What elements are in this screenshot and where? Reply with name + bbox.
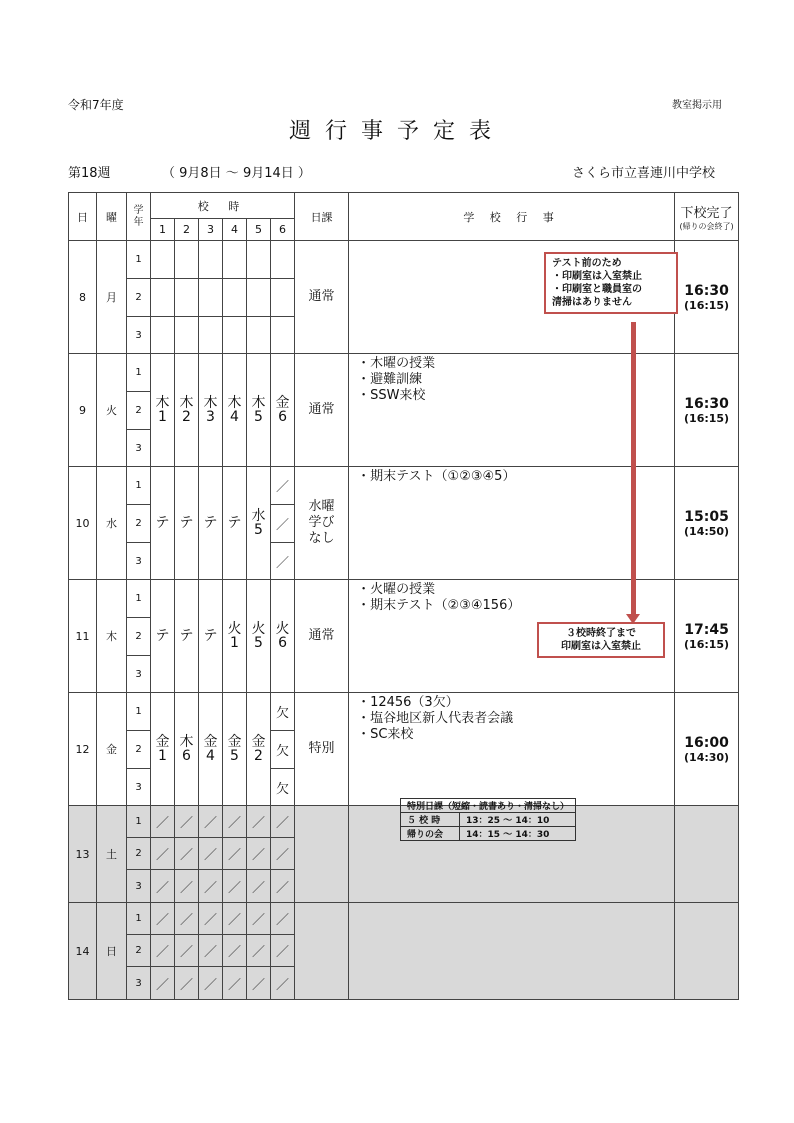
period-cell: 欠 <box>271 693 295 731</box>
period-number-3: 3 <box>199 219 223 241</box>
period-cell: テ <box>175 580 199 693</box>
day-number: 9 <box>69 354 97 467</box>
period-cell: 金 4 <box>199 693 223 806</box>
nikka-cell: 特別 <box>295 693 349 806</box>
period-empty <box>199 241 223 279</box>
day-weekday: 水 <box>97 467 127 580</box>
grade-number: 2 <box>127 935 151 967</box>
col-dismissal <box>675 193 739 241</box>
grade-number: 1 <box>127 806 151 838</box>
event-item: ・ 木曜の授業 <box>357 356 674 372</box>
period-cell: 木 2 <box>175 354 199 467</box>
grade-number: 1 <box>127 903 151 935</box>
special-row-time: 13：25 ～ 14：10 <box>460 813 576 827</box>
period-cell: 金 6 <box>271 354 295 467</box>
period-empty <box>223 241 247 279</box>
period-slash: ／ <box>271 967 295 1000</box>
period-cell: テ <box>151 467 175 580</box>
col-grade: 学年 <box>127 193 151 241</box>
event-item: ・ SSW来校 <box>357 388 674 404</box>
dismissal-header: 下校完了 <box>680 205 733 221</box>
period-cell: 欠 <box>271 769 295 806</box>
nikka-cell: 水曜 学び なし <box>295 467 349 580</box>
period-number-1: 1 <box>151 219 175 241</box>
period-slash: ／ <box>151 870 175 903</box>
period-cell: 木 3 <box>199 354 223 467</box>
event-item: ・ SC来校 <box>357 727 674 743</box>
period-slash: ／ <box>151 806 175 838</box>
period-slash: ／ <box>175 870 199 903</box>
period-slash: ／ <box>175 903 199 935</box>
period-slash: ／ <box>223 838 247 870</box>
col-periods: 校 時 <box>151 193 295 219</box>
period-slash: ／ <box>151 903 175 935</box>
period-cell: 金 1 <box>151 693 175 806</box>
table-row <box>69 467 739 505</box>
school-name: さくら市立喜連川中学校 <box>572 166 716 181</box>
dismissal-cell <box>675 241 739 354</box>
dismissal-cell <box>675 693 739 806</box>
period-slash: ／ <box>199 870 223 903</box>
day-number: 14 <box>69 903 97 1000</box>
period-number-5: 5 <box>247 219 271 241</box>
grade-number: 3 <box>127 317 151 354</box>
day-weekday: 火 <box>97 354 127 467</box>
period-cell: 木 1 <box>151 354 175 467</box>
nikka-cell: 通常 <box>295 354 349 467</box>
note-line: テスト前のため <box>552 258 622 269</box>
period-empty <box>247 279 271 317</box>
grade-number: 2 <box>127 505 151 543</box>
event-item: ・ 塩谷地区新人代表者会議 <box>357 711 674 727</box>
grade-number: 2 <box>127 392 151 430</box>
period-slash: ／ <box>271 806 295 838</box>
grade-number: 2 <box>127 731 151 769</box>
dismissal-time: 16:30 <box>684 282 729 299</box>
event-item: ・ 期末テスト（②③④156） <box>357 598 674 614</box>
col-nikka: 日課 <box>295 193 349 241</box>
note-line: ・印刷室は入室禁止 <box>552 271 642 282</box>
grade-number: 3 <box>127 967 151 1000</box>
dismissal-note: (帰りの会終了) <box>679 221 734 231</box>
note-arrow <box>631 322 636 618</box>
period-empty <box>271 317 295 354</box>
period-empty <box>247 241 271 279</box>
period-cell: テ <box>199 467 223 580</box>
period-empty <box>271 279 295 317</box>
dismissal-cell <box>675 467 739 580</box>
period-slash: ／ <box>247 806 271 838</box>
period-slash: ／ <box>151 935 175 967</box>
event-item: ・ 火曜の授業 <box>357 582 674 598</box>
period-slash: ／ <box>175 935 199 967</box>
event-item: ・ 期末テスト（①②③④5） <box>357 469 674 485</box>
period-number-2: 2 <box>175 219 199 241</box>
dismissal-time: 16:00 <box>684 734 729 751</box>
grade-number: 2 <box>127 838 151 870</box>
period-slash: ／ <box>247 870 271 903</box>
grade-number: 1 <box>127 241 151 279</box>
note-line: ３校時終了まで <box>566 628 636 639</box>
period-cell: 金 2 <box>247 693 271 806</box>
note-line: ・印刷室と職員室の <box>552 284 642 295</box>
period-slash: ／ <box>271 838 295 870</box>
period-cell: 火 5 <box>247 580 271 693</box>
period-cell: 木 6 <box>175 693 199 806</box>
period-slash: ／ <box>199 967 223 1000</box>
grade-number: 2 <box>127 279 151 317</box>
day-number: 11 <box>69 580 97 693</box>
grade-number: 1 <box>127 580 151 618</box>
period-empty <box>223 317 247 354</box>
nikka-cell <box>295 903 349 1000</box>
week-label: 第18週 <box>68 166 111 181</box>
day-weekday: 木 <box>97 580 127 693</box>
period-cell: 水 5 <box>247 467 271 580</box>
period-slash: ／ <box>223 903 247 935</box>
dismissal-time: 15:05 <box>684 508 729 525</box>
period-cell: テ <box>199 580 223 693</box>
table-row <box>69 693 739 731</box>
dismissal-sub: (14:50) <box>684 524 730 538</box>
nikka-cell: 通常 <box>295 241 349 354</box>
period-slash: ／ <box>247 967 271 1000</box>
period-slash: ／ <box>271 903 295 935</box>
period-slash: ／ <box>199 806 223 838</box>
usage-label: 教室掲示用 <box>672 100 722 111</box>
day-number: 10 <box>69 467 97 580</box>
dismissal-sub: (16:15) <box>684 637 730 651</box>
period-empty <box>247 317 271 354</box>
period-cell: 木 5 <box>247 354 271 467</box>
dismissal-time: 17:45 <box>684 621 729 638</box>
period-cell: テ <box>175 467 199 580</box>
day-weekday: 月 <box>97 241 127 354</box>
period-empty <box>175 279 199 317</box>
period-number-6: 6 <box>271 219 295 241</box>
special-schedule-title: 特別日課（短縮・読書あり・清掃なし） <box>401 799 576 813</box>
period-number-4: 4 <box>223 219 247 241</box>
grade-number: 1 <box>127 354 151 392</box>
dismissal-sub: (14:30) <box>684 750 730 764</box>
grade-number: 3 <box>127 870 151 903</box>
table-row <box>69 354 739 392</box>
period-slash: ／ <box>151 838 175 870</box>
dismissal-sub: (16:15) <box>684 298 730 312</box>
grade-number: 1 <box>127 693 151 731</box>
period-empty <box>199 279 223 317</box>
period-slash: ／ <box>247 935 271 967</box>
period-slash: ／ <box>175 967 199 1000</box>
grade-number: 2 <box>127 618 151 656</box>
period-empty <box>175 241 199 279</box>
col-weekday: 曜 <box>97 193 127 241</box>
period-slash: ／ <box>223 935 247 967</box>
dismissal-cell <box>675 806 739 903</box>
period-cell: ／ <box>271 467 295 505</box>
nikka-cell <box>295 806 349 903</box>
period-slash: ／ <box>271 870 295 903</box>
day-weekday: 日 <box>97 903 127 1000</box>
day-weekday: 土 <box>97 806 127 903</box>
period-slash: ／ <box>151 967 175 1000</box>
period-slash: ／ <box>223 870 247 903</box>
special-row-label: ５ 校 時 <box>401 813 460 827</box>
period-empty <box>151 241 175 279</box>
grade-number: 3 <box>127 430 151 467</box>
note-print-room-until-3rd <box>537 622 665 658</box>
nikka-cell: 通常 <box>295 580 349 693</box>
day-number: 12 <box>69 693 97 806</box>
period-slash: ／ <box>271 935 295 967</box>
grade-number: 3 <box>127 543 151 580</box>
period-cell: 火 6 <box>271 580 295 693</box>
period-slash: ／ <box>247 838 271 870</box>
period-empty <box>151 279 175 317</box>
day-weekday: 金 <box>97 693 127 806</box>
table-row <box>69 903 739 935</box>
note-print-room-closed <box>544 252 678 314</box>
period-slash: ／ <box>223 967 247 1000</box>
period-slash: ／ <box>223 806 247 838</box>
period-cell: テ <box>151 580 175 693</box>
dismissal-time: 16:30 <box>684 395 729 412</box>
note-line: 印刷室は入室禁止 <box>561 641 641 652</box>
dismissal-cell <box>675 580 739 693</box>
period-cell: ／ <box>271 543 295 580</box>
period-empty <box>223 279 247 317</box>
period-slash: ／ <box>175 838 199 870</box>
period-slash: ／ <box>199 838 223 870</box>
grade-number: 3 <box>127 769 151 806</box>
events-cell <box>349 354 675 467</box>
note-line: 清掃はありません <box>552 297 632 308</box>
event-item: ・ 避難訓練 <box>357 372 674 388</box>
period-cell: ／ <box>271 505 295 543</box>
period-empty <box>199 317 223 354</box>
events-cell <box>349 693 675 806</box>
event-item: ・ 12456（3欠） <box>357 695 674 711</box>
col-day: 日 <box>69 193 97 241</box>
period-slash: ／ <box>175 806 199 838</box>
dismissal-cell <box>675 903 739 1000</box>
period-cell: テ <box>223 467 247 580</box>
era-year: 令和7年度 <box>68 98 124 112</box>
page-title: 週行事予定表 <box>288 119 505 144</box>
period-cell: 木 4 <box>223 354 247 467</box>
col-events: 学 校 行 事 <box>349 193 675 241</box>
special-row-time: 14：15 ～ 14：30 <box>460 827 576 841</box>
events-cell <box>349 467 675 580</box>
period-empty <box>175 317 199 354</box>
period-empty <box>271 241 295 279</box>
period-cell: 金 5 <box>223 693 247 806</box>
dismissal-sub: (16:15) <box>684 411 730 425</box>
period-cell: 火 1 <box>223 580 247 693</box>
events-cell <box>349 903 675 1000</box>
special-schedule-table <box>400 798 576 841</box>
day-number: 13 <box>69 806 97 903</box>
period-slash: ／ <box>199 935 223 967</box>
special-row-label: 帰りの会 <box>401 827 460 841</box>
period-slash: ／ <box>247 903 271 935</box>
period-cell: 欠 <box>271 731 295 769</box>
table-row <box>69 580 739 618</box>
period-slash: ／ <box>199 903 223 935</box>
dismissal-cell <box>675 354 739 467</box>
grade-number: 1 <box>127 467 151 505</box>
day-number: 8 <box>69 241 97 354</box>
grade-number: 3 <box>127 656 151 693</box>
period-empty <box>151 317 175 354</box>
date-range: （ 9月8日 ～ 9月14日 ） <box>162 166 311 181</box>
